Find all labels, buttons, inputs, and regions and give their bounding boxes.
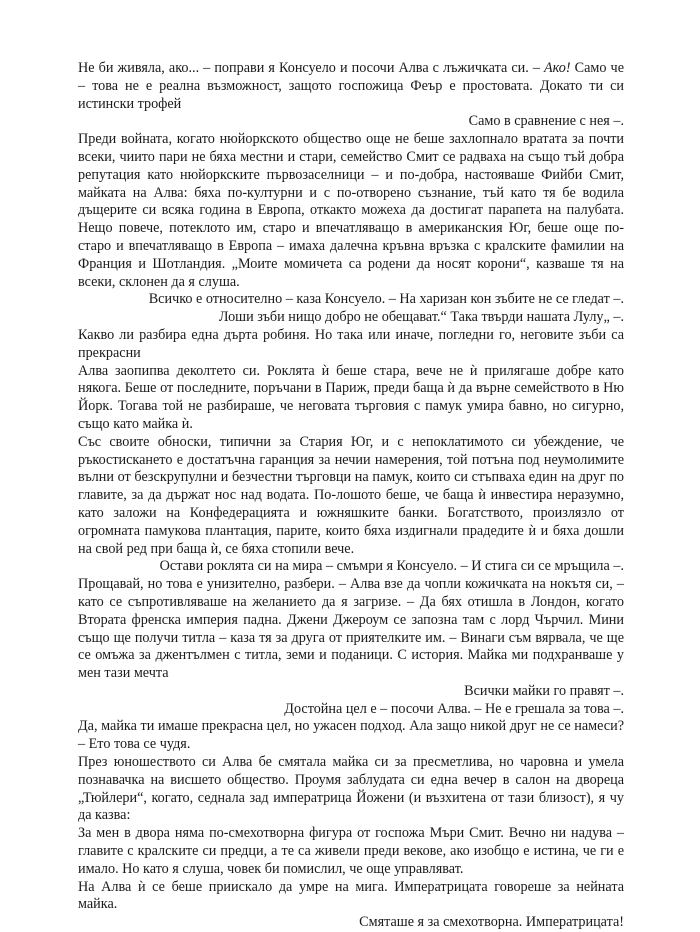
paragraph-15: За мен в двора няма по-смехотворна фигура от госпожа Мъри Смит. Вечно ни надува – главите с кралските си предци, а те са живели преди векове, ако изобщо е истина, че ги е имало. Но като я слуша, човек би помислил, че още управляват. (78, 825, 624, 877)
paragraph-4: Всичко е относително – каза Консуело. – На харизан кон зъбите не се гледат –. (148, 291, 624, 308)
paragraph-1-text: Не би живяла, ако... – поправи я Консуело и посочи Алва с лъжичката си. – (78, 60, 544, 76)
document-page (78, 60, 624, 932)
paragraph-7: Алва заопипва деколтето си. Роклята ѝ беше стара, вече не ѝ прилягаше добре като някога. Беше от последните, поръчани в Париж, преди баща ѝ да върне семейството в Ню Йорк. Тогава той не разбираше, че неговата търговия с памук умира бавно, но сигурно, също като майка ѝ. (78, 362, 624, 432)
paragraph-8: Със своите обноски, типични за Стария Юг, и с непоклатимото си убеждение, че ръкостискането е достатъчна гаранция за нечии намерения, той потъна под неумолимите вълни от безскрупулни и безчестни търговци на памук, които си стъпваха един на друг по главите, за да държат нос над водата. По-лошото беше, че баща ѝ инвестира неразумно, като заложи на Конфедерацията и южняшките банки. Богатството, произлязло от огромната памукова плантация, парите, които бяха издигнали прадедите ѝ и бяха дошли на свой ред при баща ѝ, се бяха стопили вече. (78, 433, 624, 557)
paragraph-14: През юношеството си Алва бе смятала майка си за пресметлива, но чаровна и умела познавачка на висшето общество. Проумя заблудата си една вечер в салон на двореца „Тюйлери“, когато, седнала зад императрица Йожени (и възхитена от тази близост), я чу да казва: (78, 754, 624, 824)
paragraph-3: Преди войната, когато нюйоркското общество още не беше захлопнало вратата за почти всеки, чиито пари не бяха местни и стари, семейство Смит се радваха на също тъй добра репутация като нюйоркските първозаселници – и по-добра, настояваше Фийби Смит, майката на Алва: бяха по-културни и с по-отворено съзнание, тъй като тя бе водила дъщерите си всяка година в Европа, откакто можеха да достигат парапета на палубата. Нещо повече, потеклото им, старо и впечатляващо в американския Юг, беше още по-старо и впечатляващо в Европа – имаха далечна кръвна връзка с кралските фамилии на Франция и Шотландия. „Моите момичета са родени да носят корони“, казваше тя на всеки, склонен да я слуша. (78, 131, 624, 290)
paragraph-6: Какво ли разбира една дърта робиня. Но така или иначе, погледни го, неговите зъби са прекрасни (78, 326, 624, 361)
paragraph-9: Остави роклята си на мира – смъмри я Консуело. – И стига си се мръщила –. (159, 558, 624, 575)
paragraph-16: На Алва ѝ се беше приискало да умре на мига. Императрицата говореше за нейната майка. (78, 878, 624, 913)
paragraph-17: Смяташе я за смехотворна. Императрицата! (359, 914, 624, 931)
paragraph-1-tail: Само че – това не е реална възможност, защото госпожица Феър е простовата. Докато ти си истински трофей (78, 60, 624, 112)
paragraph-1 (78, 60, 624, 113)
paragraph-5: Лоши зъби нищо добро не обещават.“ Така твърди нашата Лулу„ –. (218, 309, 624, 326)
paragraph-2: Само в сравнение с нея –. (468, 113, 624, 130)
paragraph-10: Прощавай, но това е унизително, разбери. – Алва взе да чопли кожичката на нокътя си, – като се съпротивляваше на желанието да я загризе. – Да бях отишла в Лондон, когато Втората френска империя падна. Джени Джероум се запозна там с лорд Чърчил. Мини също ще получи титла – каза тя за друга от приятелките им. – Винаги съм вярвала, че ще се омъжа за джентълмен с титла, земи и поданици. С история. Майка ми подхранваше у мен тази мечта (78, 576, 624, 682)
paragraph-1-emphasis: Ако! (544, 60, 571, 76)
paragraph-11: Всички майки го правят –. (464, 682, 624, 699)
paragraph-12: Достойна цел е – посочи Алва. – Не е грешала за това –. (284, 700, 624, 717)
paragraph-13: Да, майка ти имаше прекрасна цел, но ужасен подход. Ала защо никой друг не се намеси? – Ето това се чудя. (78, 718, 624, 753)
